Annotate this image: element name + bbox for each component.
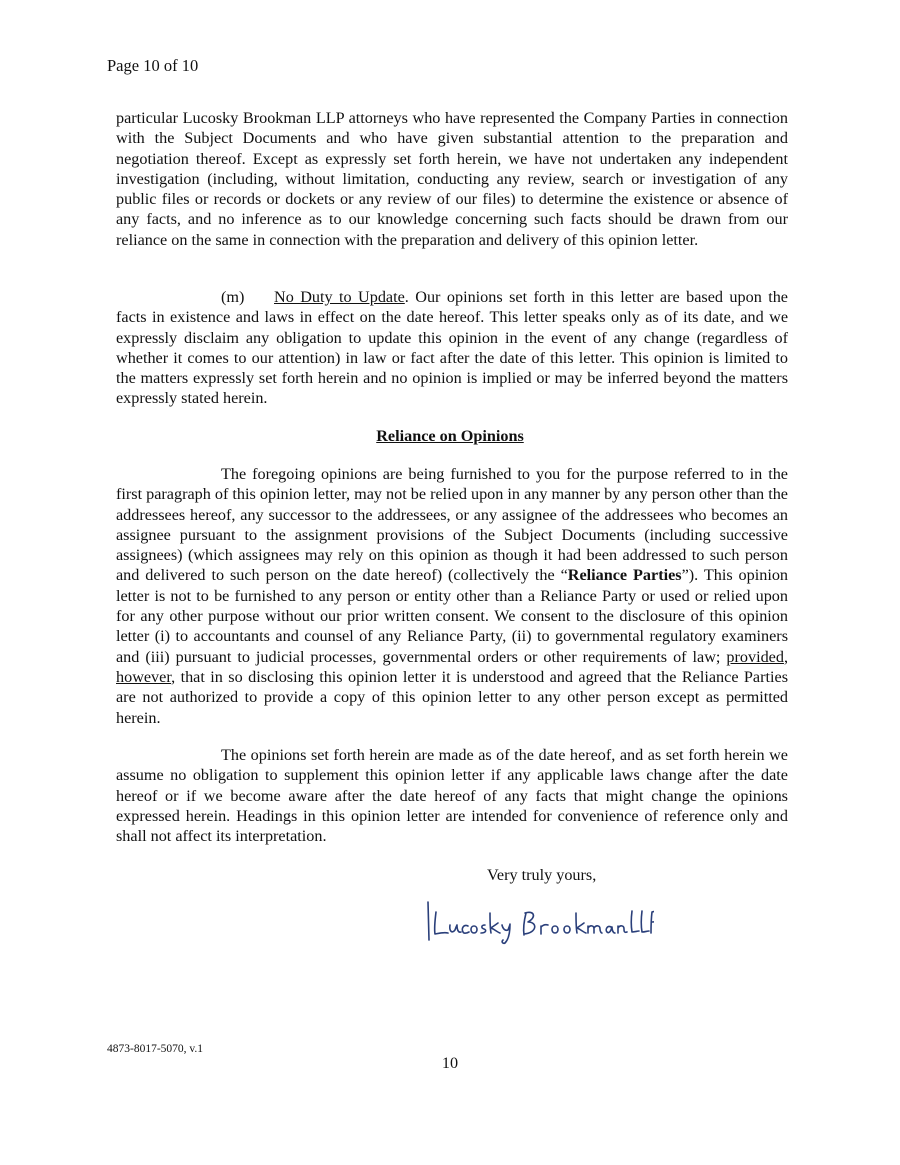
paragraph-no-duty-to-update: [116, 287, 788, 409]
section-heading: Reliance on Opinions: [376, 427, 524, 445]
document-id: 4873-8017-5070, v.1: [107, 1043, 204, 1055]
emphasis-provided: provided: [726, 647, 784, 666]
page-number: 10: [441, 1054, 459, 1072]
paragraph-as-of-date: [116, 745, 788, 846]
emphasis-however: however: [116, 667, 172, 686]
closing-salutation: Very truly yours,: [487, 866, 597, 884]
page-header: Page 10 of 10: [107, 56, 199, 75]
paragraph-text: , that in so disclosing this opinion letter it is understood and agreed that the Reliance Parties are not authorized to provide a copy of this opinion letter to any other person except as permitted herein.: [116, 667, 788, 727]
paragraph-reliance: [116, 464, 788, 728]
clause-title: No Duty to Update: [274, 288, 405, 306]
signature-image: [424, 896, 654, 946]
paragraph-reliance-knowledge: [116, 108, 788, 250]
paragraph-text: particular Lucosky Brookman LLP attorneys who have represented the Company Parties in connection with the Subject Documents and who have given substantial attention to the preparation and negotiation thereof. Except as expressly set forth herein, we have not undertaken any independent investigation (including, without limitation, conducting any review, search or investigation of any public files or records or dockets or any review of our files) to determine the existence or absence of any facts, and no inference as to our knowledge concerning such facts should be drawn from our reliance on the same in connection with the preparation and delivery of this opinion letter.: [116, 109, 788, 249]
paragraph-text: ”). This opinion letter is not to be furnished to any person or entity other than a Reliance Party or used or relied upon for any other purpose without our prior written consent. We consent to the disclosure of this opinion letter (i) to accountants and counsel of any Reliance Party, (ii) to governmental regulatory examiners and (iii) pursuant to judicial processes, governmental orders or other requirements of law;: [116, 566, 789, 666]
clause-label: (m): [221, 288, 245, 306]
defined-term: Reliance Parties: [567, 566, 682, 585]
handwritten-signature: [424, 896, 654, 951]
clause-body: . Our opinions set forth in this letter are based upon the facts in existence and laws in effect on the date hereof. This letter speaks only as of its date, and we expressly disclaim any obligation to update this opinion in the event of any change (regardless of whether it comes to our attention) in law or fact after the date of this letter. This opinion is limited to the matters expressly set forth herein and no opinion is implied or may be inferred beyond the matters expressly stated herein.: [116, 288, 788, 408]
paragraph-text: The foregoing opinions are being furnished to you for the purpose referred to in the first paragraph of this opinion letter, may not be relied upon in any manner by any person other than the addressees hereof, any successor to the addressees, or any assignee of the addressees who becomes an assignee pursuant to the assignment provisions of the Subject Documents (including successive assignees) (which assignees may rely on this opinion as though it had been addressed to such person and delivered to such person on the date hereof) (collectively the “: [116, 465, 788, 585]
paragraph-text: The opinions set forth herein are made as of the date hereof, and as set forth herein we assume no obligation to supplement this opinion letter if any applicable laws change after the date hereof or if we become aware after the date hereof of any facts that might change the opinions expressed herein. Headings in this opinion letter are intended for convenience of reference only and shall not affect its interpretation.: [116, 746, 788, 846]
separator: ,: [783, 647, 788, 666]
